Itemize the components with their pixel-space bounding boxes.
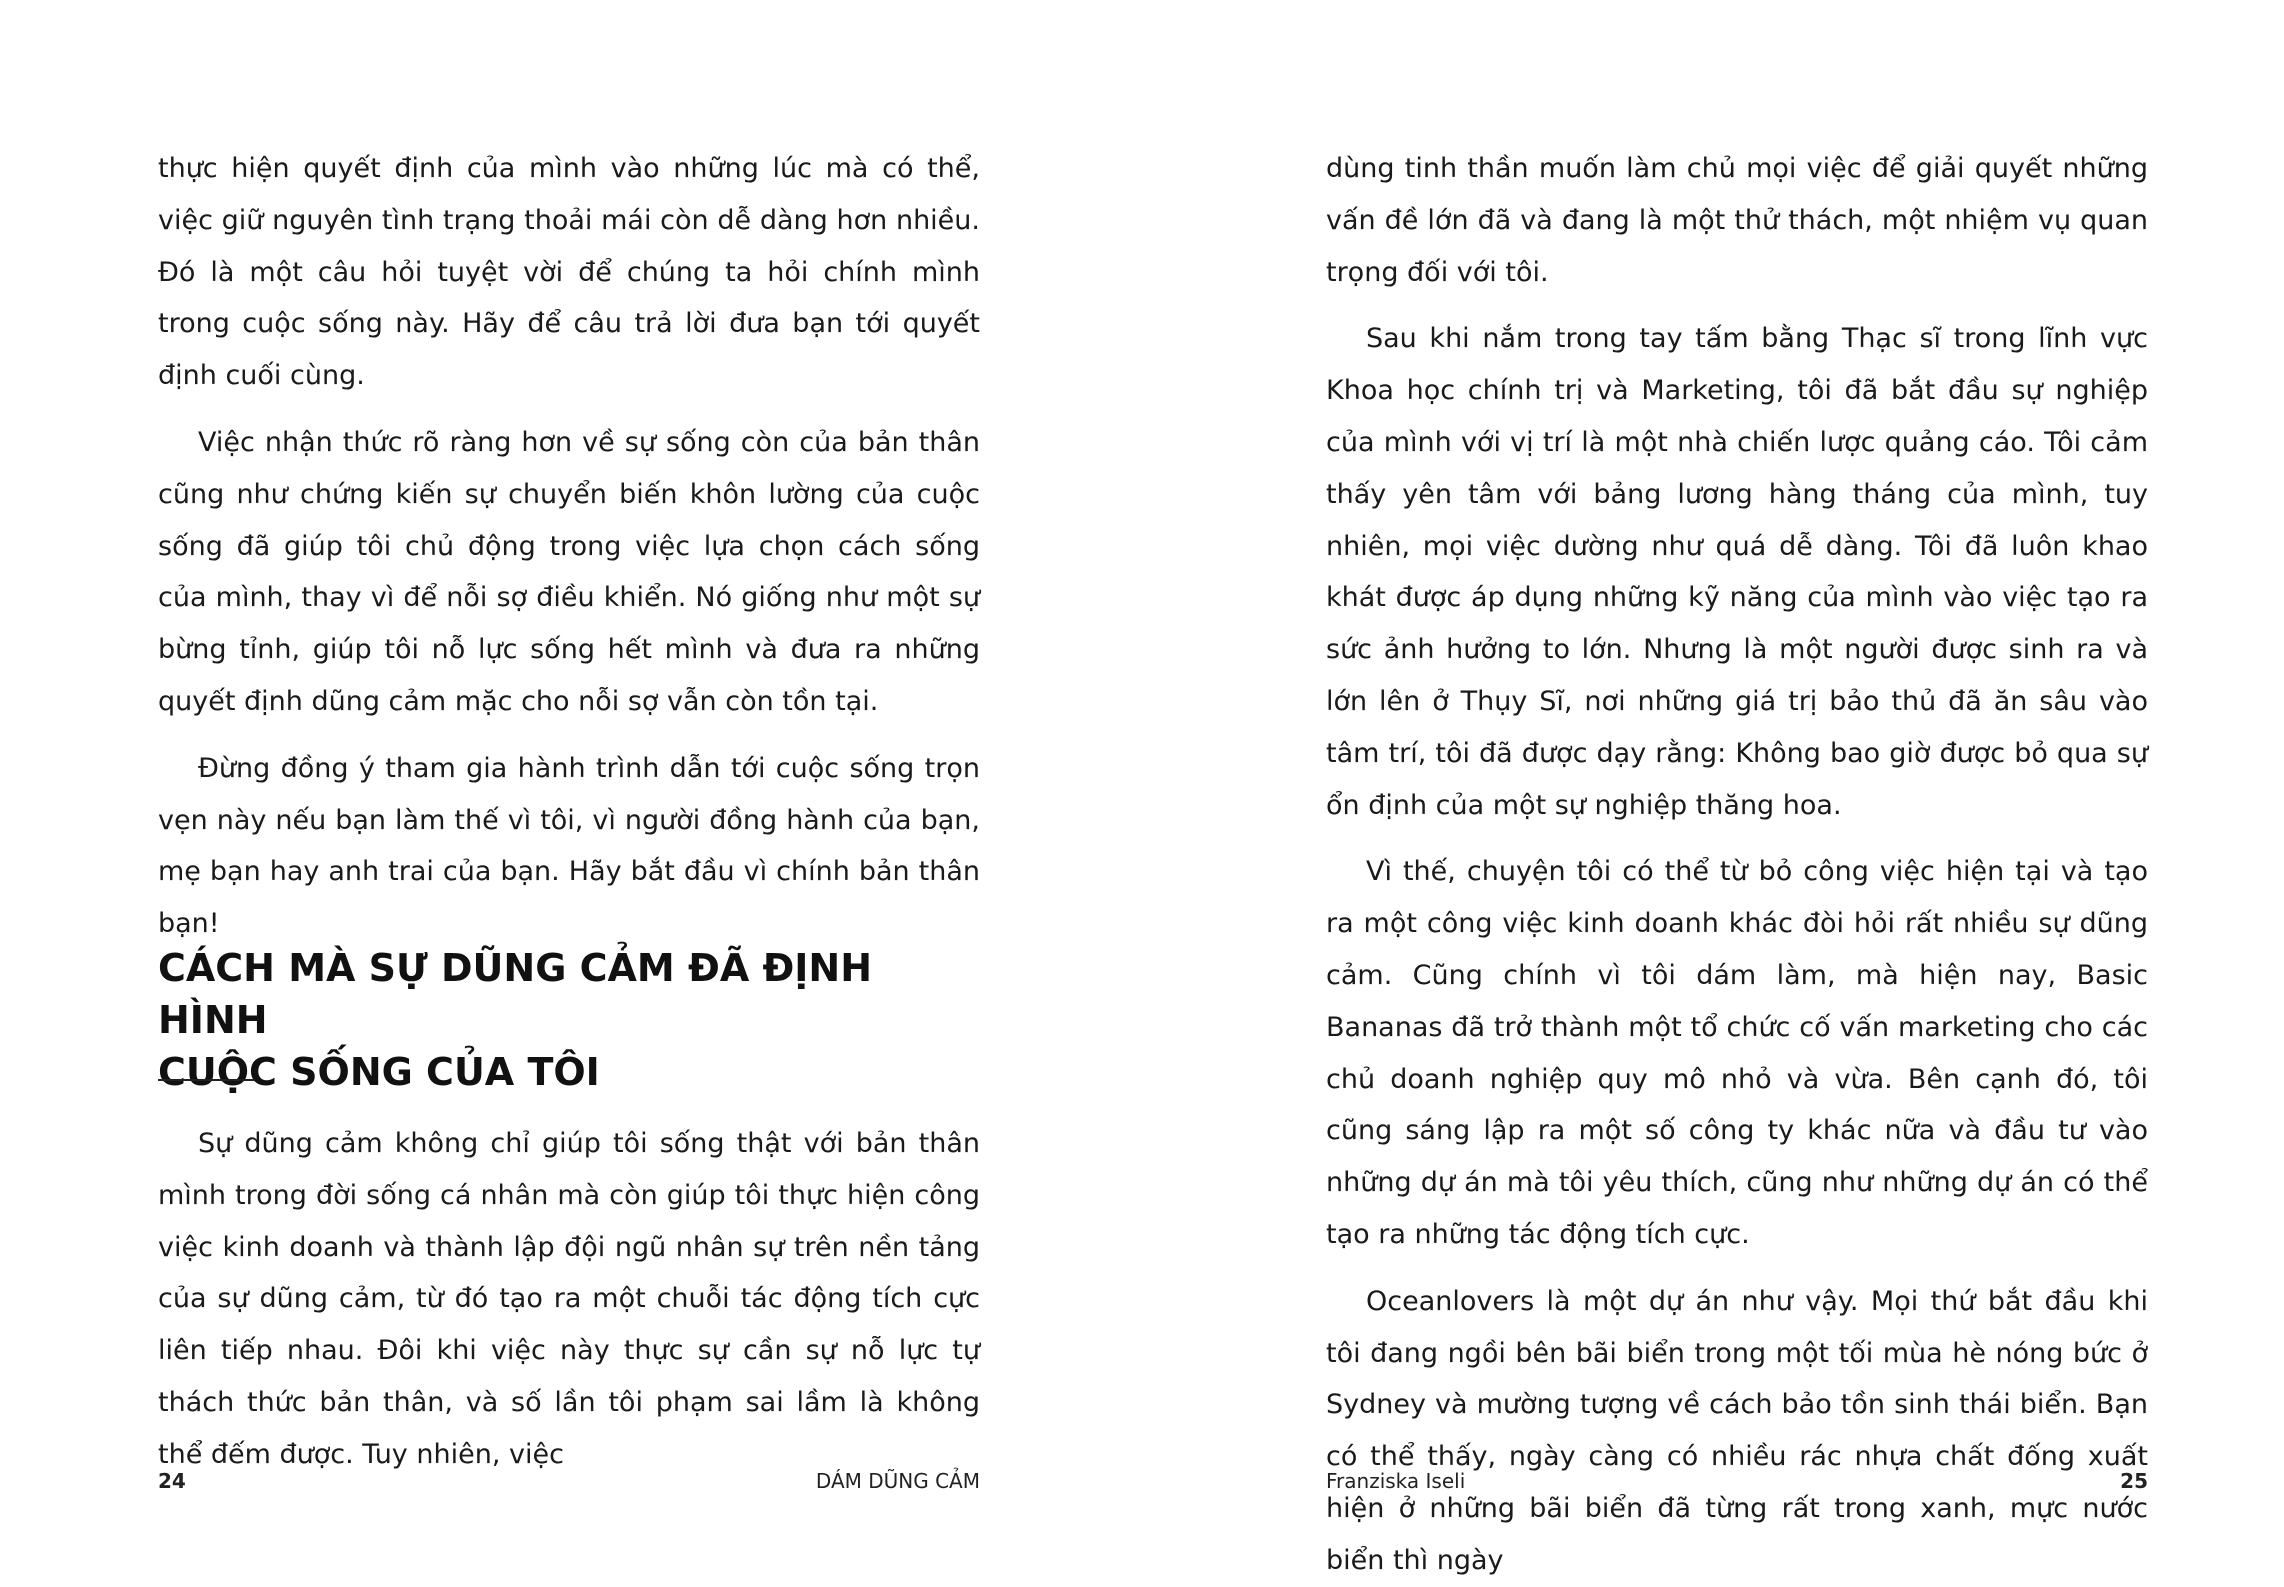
right-page	[1326, 0, 2148, 1575]
left-page	[158, 0, 980, 1575]
section-heading	[158, 942, 980, 1098]
heading-underline-rule	[158, 1079, 255, 1081]
section-heading-line-2: CUỘC SỐNG CỦA TÔI	[158, 1050, 600, 1094]
paragraph: Vì thế, chuyện tôi có thể từ bỏ công việc hiện tại và tạo ra một công việc kinh doanh khác đòi hỏi rất nhiều sự dũng cảm. Cũng chính vì tôi dám làm, mà hiện nay, Basic Bananas đã trở thành một tổ chức cố vấn marketing cho các chủ doanh nghiệp quy mô nhỏ và vừa. Bên cạnh đó, tôi cũng sáng lập ra một số công ty khác nữa và đầu tư vào những dự án mà tôi yêu thích, cũng như những dự án có thể tạo ra những tác động tích cực.	[1326, 856, 2148, 1250]
paragraph: dùng tinh thần muốn làm chủ mọi việc để giải quyết những vấn đề lớn đã và đang là một thử thách, một nhiệm vụ quan trọng đối với tôi.	[1326, 153, 2148, 288]
paragraph: Sự dũng cảm không chỉ giúp tôi sống thật với bản thân mình trong đời sống cá nhân mà còn giúp tôi thực hiện công việc kinh doanh và thành lập đội ngũ nhân sự trên nền tảng của sự dũng cảm, từ đó tạo ra một chuỗi tác động tích cực liên tiếp nhau. Đôi khi việc này thực sự cần sự nỗ lực tự thách thức bản thân, và số lần tôi phạm sai lầm là không thể đếm được. Tuy nhiên, việc	[158, 1128, 980, 1470]
running-footer-author: Franziska Iseli	[1326, 1469, 1466, 1493]
left-body-text	[158, 143, 980, 950]
page-number: 25	[2120, 1469, 2148, 1493]
paragraph: Sau khi nắm trong tay tấm bằng Thạc sĩ trong lĩnh vực Khoa học chính trị và Marketing, tôi đã bắt đầu sự nghiệp của mình với vị trí là một nhà chiến lược quảng cáo. Tôi cảm thấy yên tâm với bảng lương hàng tháng của mình, tuy nhiên, mọi việc dường như quá dễ dàng. Tôi đã luôn khao khát được áp dụng những kỹ năng của mình vào việc tạo ra sức ảnh hưởng to lớn. Nhưng là một người được sinh ra và lớn lên ở Thụy Sĩ, nơi những giá trị bảo thủ đã ăn sâu vào tâm trí, tôi đã được dạy rằng: Không bao giờ được bỏ qua sự ổn định của một sự nghiệp thăng hoa.	[1326, 323, 2148, 821]
right-body-text	[1326, 143, 2148, 1587]
left-body-text-after-heading	[158, 1118, 980, 1481]
running-footer-book-title: DÁM DŨNG CẢM	[815, 1469, 980, 1493]
page-number: 24	[158, 1469, 186, 1493]
paragraph: thực hiện quyết định của mình vào những lúc mà có thể, việc giữ nguyên tình trạng thoải mái còn dễ dàng hơn nhiều. Đó là một câu hỏi tuyệt vời để chúng ta hỏi chính mình trong cuộc sống này. Hãy để câu trả lời đưa bạn tới quyết định cuối cùng.	[158, 153, 980, 392]
section-heading-line-1: CÁCH MÀ SỰ DŨNG CẢM ĐÃ ĐỊNH HÌNH	[158, 946, 873, 1042]
paragraph: Đừng đồng ý tham gia hành trình dẫn tới cuộc sống trọn vẹn này nếu bạn làm thế vì tôi, vì người đồng hành của bạn, mẹ bạn hay anh trai của bạn. Hãy bắt đầu vì chính bản thân bạn!	[158, 752, 980, 940]
paragraph: Việc nhận thức rõ ràng hơn về sự sống còn của bản thân cũng như chứng kiến sự chuyển biến khôn lường của cuộc sống đã giúp tôi chủ động trong việc lựa chọn cách sống của mình, thay vì để nỗi sợ điều khiển. Nó giống như một sự bừng tỉnh, giúp tôi nỗ lực sống hết mình và đưa ra những quyết định dũng cảm mặc cho nỗi sợ vẫn còn tồn tại.	[158, 426, 980, 717]
paragraph: Oceanlovers là một dự án như vậy. Mọi thứ bắt đầu khi tôi đang ngồi bên bãi biển trong một tối mùa hè nóng bức ở Sydney và mường tượng về cách bảo tồn sinh thái biển. Bạn có thể thấy, ngày càng có nhiều rác nhựa chất đống xuất hiện ở những bãi biển đã từng rất trong xanh, mực nước biển thì ngày	[1326, 1285, 2148, 1576]
